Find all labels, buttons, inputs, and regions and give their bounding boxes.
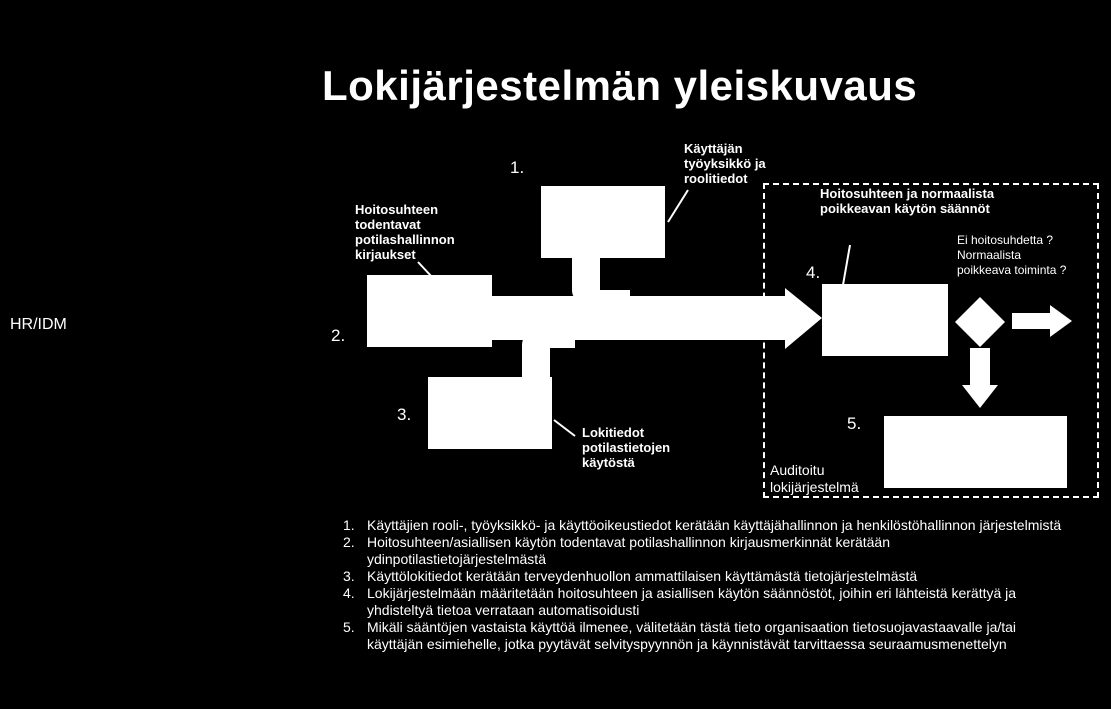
node-2-label: Hoitosuhteen todentavat potilashallinnon kirjaukset: [355, 202, 455, 262]
node-1-box: [541, 186, 665, 258]
node-2-number: 2.: [331, 326, 346, 345]
callout-line-n4: [843, 245, 850, 285]
node3-connector: [522, 335, 575, 378]
node-1-label: Käyttäjän työyksikkö ja roolitiedot: [684, 141, 766, 186]
diagram-title: Lokijärjestelmän yleiskuvaus: [322, 62, 918, 109]
node-4-number: 4.: [806, 263, 821, 282]
legend-text: Lokijärjestelmään määritetään hoitosuhteen ja asiallisen käytön säännöstöt, joihin eri lähteistä kerättyä ja yhdisteltyä tietoa verrataan automatisoidusti: [367, 585, 1017, 618]
legend-item: [343, 619, 1063, 653]
legend-text: Käyttäjien rooli-, työyksikkö- ja käyttöoikeustiedot kerätään käyttäjähallinnon ja henkilöstöhallinnon järjestelmistä: [367, 517, 1062, 533]
callout-line-n3: [554, 420, 575, 436]
node-3-box: [428, 377, 552, 449]
legend-number: 3.: [343, 568, 355, 584]
legend-item: [343, 517, 1063, 534]
audited-log-system-label: Auditoitu lokijärjestelmä: [770, 462, 859, 495]
legend-number: 4.: [343, 585, 355, 601]
legend-number: 1.: [343, 517, 355, 533]
node-3-label: Lokitiedot potilastietojen käytöstä: [582, 425, 671, 470]
legend-text: Mikäli sääntöjen vastaista käyttöä ilmenee, välitetään tästä tieto organisaation tietosuojavastaavalle ja/tai käyttäjän esimiehelle, jotka pyytävät selvityspyynnön ja käynnistävät tarvittaessa seuraamusmenettelyn: [367, 619, 1017, 652]
node-2-box: [367, 275, 492, 347]
node1-connector: [572, 255, 630, 300]
legend-number: 2.: [343, 534, 355, 550]
legend-item: [343, 585, 1063, 619]
legend-text: Käyttölokitiedot kerätään terveydenhuollon ammattilaisen käyttämästä tietojärjestelmästä: [367, 568, 918, 584]
escalation-arrow-right: [1012, 305, 1072, 337]
legend-list: [343, 517, 1063, 653]
node-4-box: [822, 284, 948, 356]
legend-item: [343, 534, 1063, 568]
legend-item: [343, 568, 1063, 585]
decision-question: Ei hoitosuhdetta ? Normaalista poikkeava toiminta ?: [957, 233, 1067, 277]
hr-idm-label: HR/IDM: [10, 316, 67, 333]
legend-text: Hoitosuhteen/asiallisen käytön todentavat potilashallinnon kirjausmerkinnät kerätään ydinpotilastietojärjestelmästä: [367, 534, 890, 567]
legend-number: 5.: [343, 619, 355, 635]
node-1-number: 1.: [510, 158, 525, 177]
node-5-box: [884, 416, 1067, 488]
callout-line-n1: [668, 190, 688, 222]
node-3-number: 3.: [397, 405, 412, 424]
node-4-label: Hoitosuhteen ja normaalista poikkeavan käytön säännöt: [820, 186, 995, 216]
decision-diamond: [955, 297, 1005, 347]
node-5-number: 5.: [847, 414, 862, 433]
down-arrow-to-node5: [962, 348, 998, 408]
